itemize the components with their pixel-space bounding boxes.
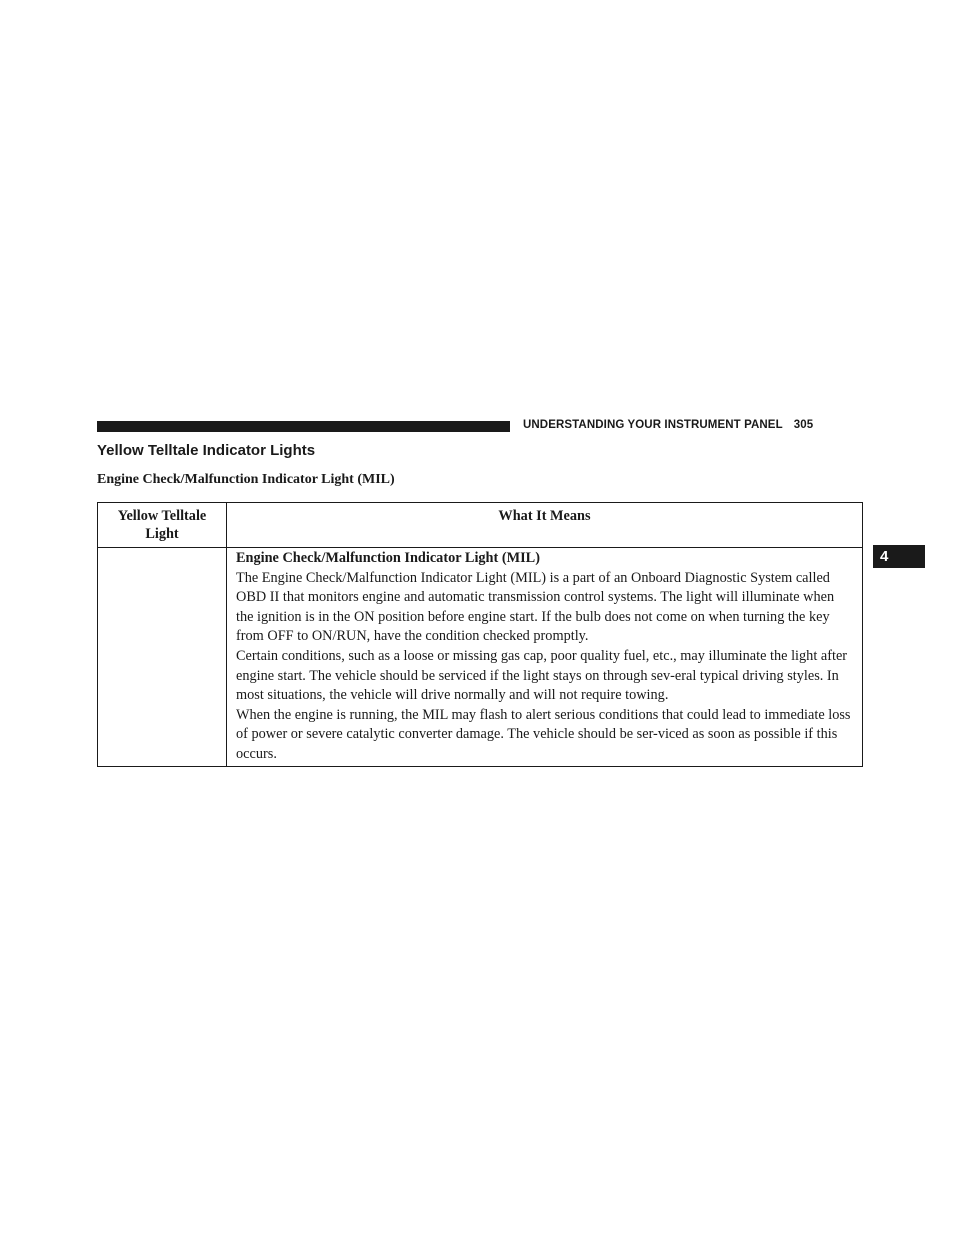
column-header-meaning: What It Means — [227, 503, 863, 548]
column-header-light-line2: Light — [145, 526, 179, 542]
meaning-cell — [227, 548, 863, 767]
table-row — [98, 548, 863, 767]
running-header — [523, 419, 813, 431]
page-number: 305 — [793, 419, 814, 431]
meaning-paragraph: When the engine is running, the MIL may flash to alert serious conditions that could lead to immediate loss of power or severe catalytic converter damage. The vehicle should be ser-viced as soon as possible if this occurs. — [236, 706, 851, 762]
telltale-table — [97, 502, 863, 767]
meaning-paragraph: The Engine Check/Malfunction Indicator Light (MIL) is a part of an Onboard Diagnostic System called OBD II that monitors engine and automatic transmission control systems. The light will illuminate when the ignition is in the ON position before engine start. If the bulb does not come on when turning the key from OFF to ON/RUN, have the condition checked promptly. — [236, 569, 835, 645]
meaning-paragraph: Certain conditions, such as a loose or missing gas cap, poor quality fuel, etc., may illuminate the light after engine start. The vehicle should be serviced if the light stays on through sev-eral typical driving styles. In most situations, the vehicle will drive normally and will not require towing. — [236, 647, 848, 704]
column-header-light — [98, 503, 227, 548]
telltale-light-cell — [98, 548, 227, 767]
column-header-light-line1: Yellow Telltale — [117, 508, 207, 524]
meaning-title: Engine Check/Malfunction Indicator Light (MIL) — [236, 550, 540, 566]
table-header-row — [98, 503, 863, 548]
section-heading: Yellow Telltale Indicator Lights — [97, 442, 316, 459]
header-rule-bar — [97, 421, 510, 432]
sub-heading: Engine Check/Malfunction Indicator Light (MIL) — [97, 472, 395, 487]
chapter-tab: 4 — [873, 545, 925, 568]
running-header-title: UNDERSTANDING YOUR INSTRUMENT PANEL — [523, 419, 783, 431]
